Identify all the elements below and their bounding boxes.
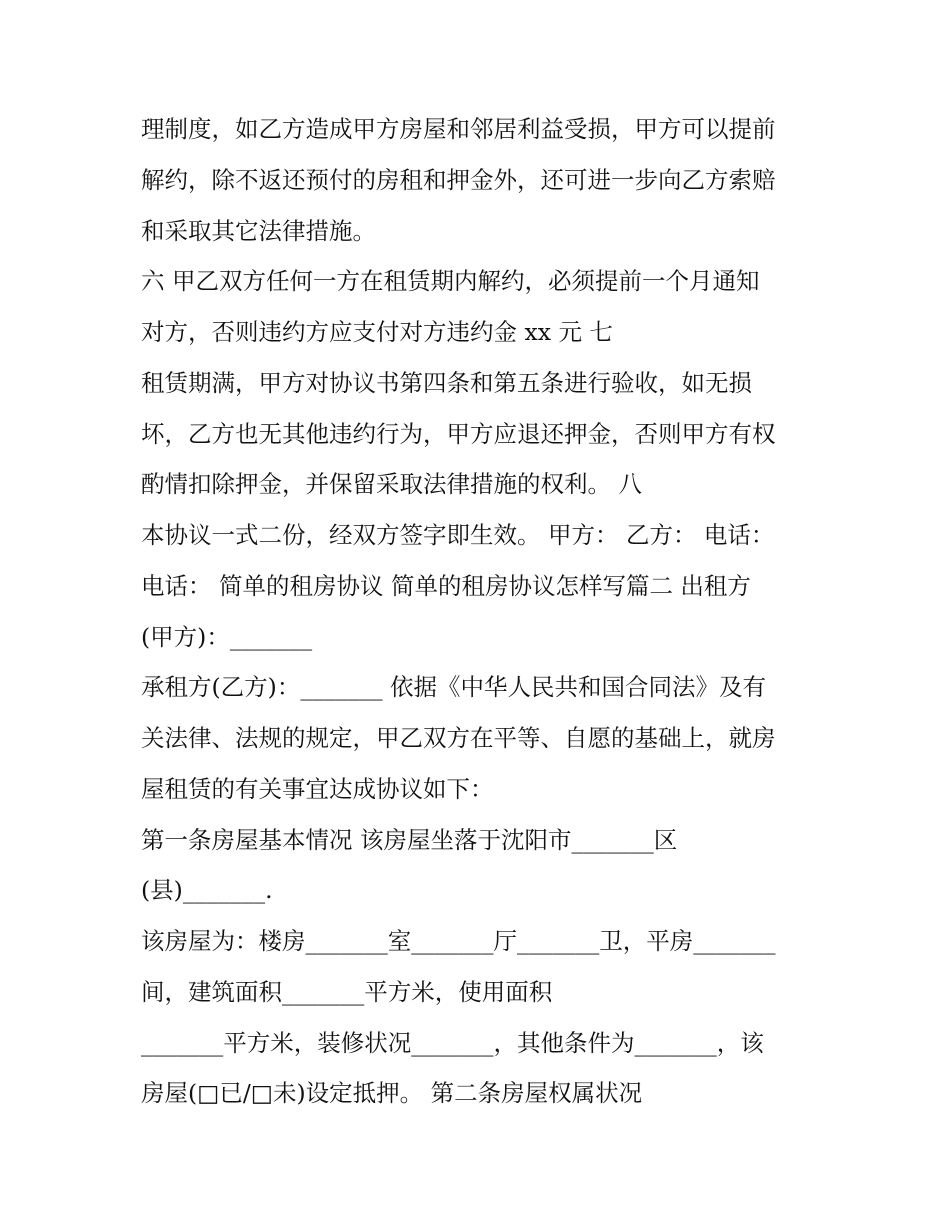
text-line: 解约，除不返还预付的房租和押金外，还可进一步向乙方索赔: [141, 166, 776, 194]
text-line: 屋租赁的有关事宜达成协议如下：: [141, 775, 494, 803]
text-line: 对方，否则违约方应支付对方违约金 xx 元 七: [141, 318, 613, 346]
text-line: 坏，乙方也无其他违约行为，甲方应退还押金，否则甲方有权: [141, 420, 776, 448]
text-line: 本协议一式二份，经双方签字即生效。 甲方： 乙方： 电话：: [141, 521, 775, 549]
text-line: 间，建筑面积_______平方米，使用面积: [141, 978, 553, 1006]
text-line: 房屋(□已/□未)设定抵押。 第二条房屋权属状况: [141, 1079, 643, 1107]
text-line: _______平方米，装修状况_______，其他条件为_______，该: [141, 1029, 764, 1057]
text-line: 承租方(乙方)：_______ 依据《中华人民共和国合同法》及有: [141, 673, 767, 701]
text-line: 关法律、法规的规定，甲乙双方在平等、自愿的基础上，就房: [141, 724, 776, 752]
text-line: 电话： 简单的租房协议 简单的租房协议怎样写篇二 出租方: [141, 572, 751, 600]
text-line: (甲方)：_______: [141, 623, 313, 651]
text-line: 酌情扣除押金，并保留采取法律措施的权利。 八: [141, 470, 642, 498]
text-line: 六 甲乙双方任何一方在租赁期内解约，必须提前一个月通知: [141, 267, 760, 295]
text-line: 该房屋为：楼房_______室_______厅_______卫，平房_______: [141, 927, 776, 955]
text-line: 第一条房屋基本情况 该房屋坐落于沈阳市_______区: [141, 826, 678, 854]
text-line: 理制度，如乙方造成甲方房屋和邻居利益受损，甲方可以提前: [141, 115, 776, 143]
text-line: (县)_______.: [141, 876, 273, 904]
text-line: 租赁期满，甲方对协议书第四条和第五条进行验收，如无损: [141, 369, 752, 397]
text-line: 和采取其它法律措施。: [141, 217, 376, 245]
